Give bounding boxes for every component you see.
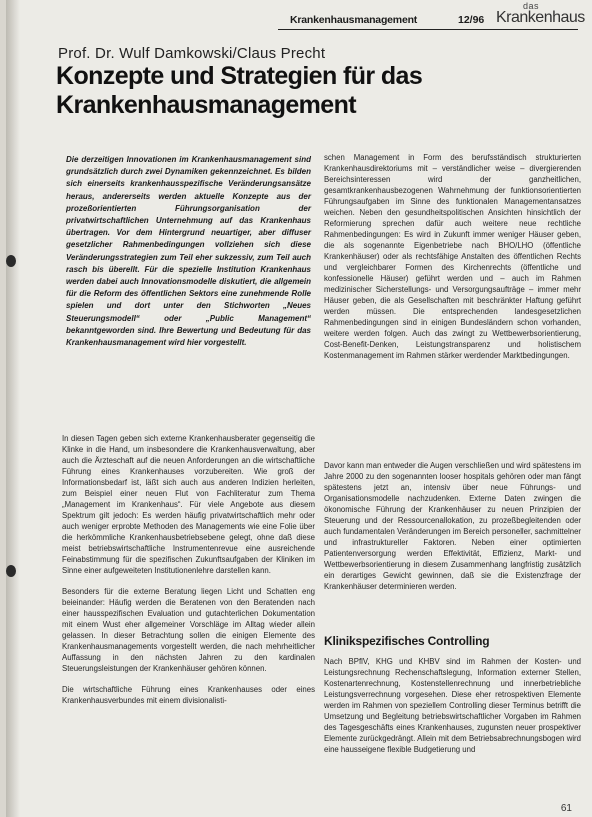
header-issue: 12/96 <box>458 14 485 26</box>
magazine-page <box>6 0 592 817</box>
article-title: Konzepte und Strategien für das Krankenhausmanagement <box>56 62 423 119</box>
running-header <box>278 1 585 33</box>
left-paragraph-2: Besonders für die externe Beratung liegen Licht und Schatten eng beieinander: Häufig werden die Beratenen von den Beratenden nach einer hausspezifischen Evaluation und gutachterlichen Dokumentation mit einem Wust eher allgemeiner Vorschläge im Alltag wieder allein gelassen. In dieser Betrachtung sollen die einigen Elemente des Krankenhausmanagements vorgestellt werden, die nach mehrheitlicher Auffassung in den nächsten Jahren zu den kardinalen Steuerungsleistungen der Krankenhäuser gehören können. <box>62 587 315 673</box>
right-paragraph-2: Davor kann man entweder die Augen verschließen und wird spätestens im Jahre 2000 zu den sogenannten looser hospitals gehören oder man fängt spätestens jetzt an, intensiv über neue Führungs- und Organisationsmodelle nachzudenken. Externe Daten zwingen die ökonomische Führung der Krankenhäuser zu neuen Prinzipien der Steuerung und der Ressourcenallokation, zu prozeßbegleitenden oder auch fundamentalen Veränderungen im Bereich personeller, sachmittelner und infrastruktureller Faktoren. Neben einer optimierten Patientenversorgung werden Effektivität, Effizienz, Markt- und Wettbewerbsorientierung in diesem Zusammenhang langfristig zusätzlich ein derartiges Gewicht gewinnen, daß sie die Existenzfrage der Krankenhäuser determinieren werden. <box>324 461 581 591</box>
right-column-middle <box>324 460 581 602</box>
left-column <box>62 433 315 716</box>
logo-main-text: Krankenhaus <box>496 9 585 26</box>
right-paragraph-1: schen Management in Form des berufsständisch strukturierten Krankenhausdirektoriums mit – verständlicher weise – divergierenden Bereichsinteressen wird der ganzheitlichen, gesamtkrankenhausbezogenen Wahrnehmung der funktionsorientierten Führungsaufgaben im Sinne des funktionalen Managementansatzes weichen. Neben den gesundheitspolitischen Ansichten hinsichtlich der Reformierung sprechen dafür auch weitere neue rechtliche Rahmenbedingungen: Es wird in Zukunft immer weniger Häuser geben, die als sogenannte Eigenbetriebe nach BHO/LHO (öffentliche Krankenhäuser) oder als rechtsfähige Anstalten des öffentlichen Rechts und vergleichbarer Formen des Kirchenrechts (öffentliche und konfessionelle Häuser) geführt werden und – auch im Rahmen medizinischer Sicherstellungs- und Versorgungsaufträge – immer mehr Häuser geben, die als Gesellschaften mit beschränkter Haftung geführt werden müssen. Die entsprechenden landesgesetzlichen Rahmenbedingungen sind in einigen Bundesländern schon vorhanden, weitere werden folgen. Auch das zwingt zu Wettbewerbsorientierung, Cost-Benefit-Denken, Leistungstransparenz und holistischem Kostenmanagement im Rahmen stärker werdender Marktbedingungen. <box>324 153 581 360</box>
right-column-top <box>324 152 581 371</box>
article-lead: Die derzeitigen Innovationen im Krankenhausmanagement sind grundsätzlich durch zwei Dynamiken gekennzeichnet. Es bilden sich einerseits krankenhausspezifische Veränderungsansätze heraus, andererseits werden aktuelle Konzepte aus der prozeßorientierten Führungsorganisation der privatwirtschaftlichen Unternehmung auf das Krankenhaus übertragen. Vor dem Hintergrund neuartiger, aber diffuser gesetzlicher Rahmenbedingungen vollziehen sich diese Veränderungsstrategien zum Teil eher sukzessiv, zum Teil auch rasch bis überellt. Für die spezielle Institution Krankenhaus werden dabei auch Innovationsmodelle diskutiert, die allgemein für die Reform des öffentlichen Sektors eine zunehmende Rolle spielen und dort unter den Stichworten „Neues Steuerungsmodell“ oder „Public Management“ bekanntgeworden sind. Ihre Bewertung und Bedeutung für das Krankenhausmanagement wird hier vorgestellt. <box>66 155 311 348</box>
punch-hole-top <box>6 255 16 267</box>
article-authors: Prof. Dr. Wulf Damkowski/Claus Precht <box>58 45 326 62</box>
magazine-logo <box>496 3 586 31</box>
binding-shadow <box>6 0 20 817</box>
left-paragraph-3: Die wirtschaftliche Führung eines Krankenhauses oder eines Krankenhausverbundes mit einem divisionalisti- <box>62 685 315 705</box>
page-number: 61 <box>560 803 572 814</box>
left-paragraph-1: In diesen Tagen geben sich externe Krankenhausberater gegenseitig die Klinke in die Hand, um insbesondere die Krankenhausverwaltung, aber auch die Ärzteschaft auf die neuen Anforderungen an die wirtschaftliche Führung eines Krankenhauses vorzubereiten. Wie groß der Informationsbedarf ist, läßt sich auch aus anderen Indizien herleiten, zum Beispiel einer neuen Flut von Fachliteratur zum Thema „Management im Krankenhaus“. Für viele Angebote aus diesem Spektrum gilt jedoch: Es werden häufig privatwirtschaftlich mehr oder auch weniger erprobte Methoden des Managements wie eine Folie über die herkömmliche Krankenhausbetriebsebene gelegt, ohne daß diese meist betriebswirtschaftliche Instrumentenrevue eine ausreichende Feinabstimmung für die spezifischen Zukunftsaufgaben der Kliniken im Sinne einer aufgeweiteten Institutionenlehre darstellen kann. <box>62 434 315 575</box>
header-topic: Krankenhausmanagement <box>290 14 418 26</box>
header-rule <box>278 29 578 30</box>
right-paragraph-3: Nach BPflV, KHG und KHBV sind im Rahmen der Kosten- und Leistungsrechnung Rechenschaftslegung, Information externer Stellen, Kostenartenrechnung, Kostenstellenrechnung und innerbetriebliche Leistungsverrechnung vorgesehen. Diese eher retrospektiven Elemente werden im Rahmen von speziellem Controlling dieser Terminus betrifft die Umsetzung und Begleitung betriebswirtschaftlicher Vorgaben im Rahmen des Tagesgeschäfts eines Krankenhauses, zugunsten neuer prospektiver Elemente zurückgedrängt. Allein mit dem Betriebsabrechnungsbogen wird eine hausseigene flexible Budgetierung und <box>324 657 581 754</box>
section-heading: Klinikspezifisches Controlling <box>324 634 490 648</box>
right-column-bottom <box>324 656 581 765</box>
logo-small-text: das <box>523 1 540 11</box>
punch-hole-bottom <box>6 565 16 577</box>
